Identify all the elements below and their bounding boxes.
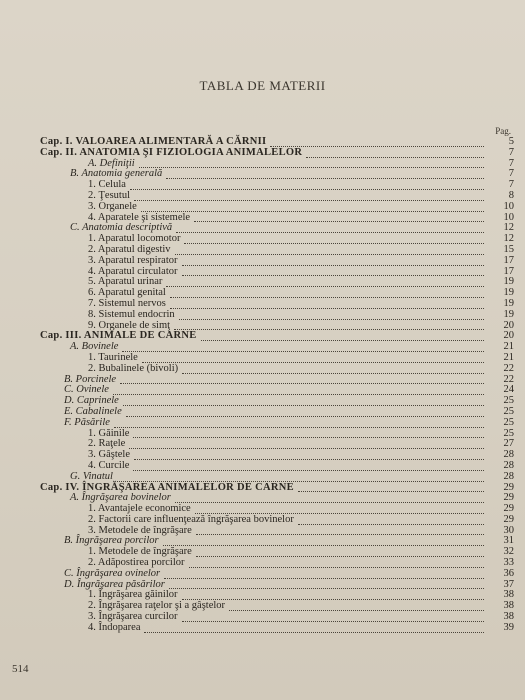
toc-entry-label: 4. Îndoparea [88, 621, 141, 633]
toc-entry-label: C. Anatomia descriptivă [70, 222, 173, 234]
toc-entry-label: 2. Factorii care influenţează îngrăşarea bovinelor [88, 513, 294, 525]
toc-entry-label: 2. Bubalinele (bivoli) [88, 362, 179, 374]
toc-entry-page: 15 [503, 243, 514, 255]
toc-entry-page: 38 [503, 589, 514, 601]
toc-entry-label: D. Caprinele [64, 395, 119, 407]
toc-entry-label: B. Îngrăşarea porcilor [64, 535, 159, 547]
toc-entry-page: 33 [503, 557, 514, 569]
toc-entry-label: C. Ovinele [64, 384, 109, 396]
toc-entry-label: 1. Aparatul locomotor [88, 233, 181, 245]
toc-entry-page: 29 [503, 513, 514, 525]
toc-entry-page: 29 [503, 503, 514, 515]
toc-entry-page: 12 [503, 222, 514, 234]
toc-entry-page: 7 [508, 157, 514, 169]
toc-entry-page: 17 [503, 265, 514, 277]
toc-entry-page: 20 [503, 330, 514, 342]
toc-entry-page: 30 [503, 524, 514, 536]
toc-entry-label: 5. Aparatul urinar [88, 276, 163, 288]
toc-entry-label: 6. Aparatul genital [88, 287, 166, 299]
toc-entry-page: 27 [503, 438, 514, 450]
toc-entry-page: 8 [508, 189, 514, 201]
toc-entry-page: 19 [503, 297, 514, 309]
toc-entry-label: Cap. II. ANATOMIA ŞI FIZIOLOGIA ANIMALELOR [40, 146, 303, 158]
toc-entry-label: 1. Găinile [88, 427, 130, 439]
toc-entry-page: 36 [503, 567, 514, 579]
toc-entry-page: 21 [503, 351, 514, 363]
toc-entry-page: 7 [508, 179, 514, 191]
toc-entry-label: 2. Îngrăşarea raţelor şi a gâştelor [88, 600, 226, 612]
toc-entry-page: 37 [503, 578, 514, 590]
toc-entry-label: D. Îngrăşarea păsărilor [64, 578, 165, 590]
toc-entry-label: B. Anatomia generală [70, 168, 163, 180]
toc-entry-page: 28 [503, 459, 514, 471]
toc-entry-label: 1. Taurinele [88, 351, 138, 363]
toc-entry-page: 22 [503, 373, 514, 385]
toc-entry-page: 12 [503, 233, 514, 245]
toc-entry-label: 3. Gâştele [88, 449, 130, 461]
toc-entry-label: 3. Organele [88, 200, 137, 212]
toc-entry-label: 3. Metodele de îngrăşare [88, 524, 192, 536]
toc-entry-page: 7 [508, 146, 514, 158]
toc-entry-label: 4. Aparatele şi sistemele [88, 211, 191, 223]
toc-entry-label: 2. Aparatul digestiv [88, 243, 171, 255]
toc-entry-label: 4. Aparatul circulator [88, 265, 178, 277]
toc-entry-label: 2. Ţesutul [88, 189, 130, 201]
dot-leader [144, 621, 484, 633]
toc-entry-page: 10 [503, 200, 514, 212]
toc-entry-page: 25 [503, 405, 514, 417]
toc-entry-label: Cap. IV. ÎNGRĂŞAREA ANIMALELOR DE CARNE [40, 481, 294, 493]
page-title: TABLA DE MATERII [199, 78, 326, 93]
toc-entry-page: 5 [508, 136, 514, 147]
toc-entry-page: 38 [503, 611, 514, 623]
toc-entry-page: 29 [503, 481, 514, 493]
toc-entry-page: 32 [503, 546, 514, 558]
toc-entry-page: 20 [503, 319, 514, 331]
toc-entry-label: 9. Organele de simţ [88, 319, 171, 331]
toc-entry-page: 10 [503, 211, 514, 223]
toc-entry-label: A. Bovinele [70, 341, 119, 353]
toc-entry-page: 21 [503, 341, 514, 353]
toc-entry-label: 3. Aparatul respirator [88, 254, 178, 266]
toc-entry-label: 1. Metodele de îngrăşare [88, 546, 192, 558]
toc-entry-page: 24 [503, 384, 514, 396]
toc-entry-label: 3. Îngrăşarea curcilor [88, 611, 178, 623]
toc-entry-label: 8. Sistemul endocrin [88, 308, 175, 320]
toc-entry-label: 4. Curcile [88, 459, 130, 471]
toc-entry-label: Cap. I. VALOAREA ALIMENTARĂ A CĂRNII [40, 136, 267, 147]
toc-entry-page: 25 [503, 395, 514, 407]
toc-entry-page: 7 [508, 168, 514, 180]
toc-entry-page: 19 [503, 308, 514, 320]
toc-entry-label: 1. Îngrăşarea găinilor [88, 589, 178, 601]
page-column-header: Pag. [495, 126, 511, 136]
toc-entry-page: 38 [503, 600, 514, 612]
table-of-contents [40, 137, 514, 634]
toc-entry [40, 623, 514, 634]
toc-entry-label: A. Îngrăşarea bovinelor [70, 492, 171, 504]
toc-entry-page: 28 [503, 449, 514, 461]
toc-entry-label: 2. Adăpostirea porcilor [88, 557, 185, 569]
toc-entry-label: G. Vinatul [70, 470, 113, 482]
toc-entry-label: F. Păsările [64, 416, 110, 428]
toc-entry-label: E. Cabalinele [64, 405, 122, 417]
toc-entry-page: 22 [503, 362, 514, 374]
toc-entry-label: C. Îngrăşarea ovinelor [64, 567, 161, 579]
toc-entry-page: 19 [503, 287, 514, 299]
toc-entry-page: 28 [503, 470, 514, 482]
toc-entry-page: 31 [503, 535, 514, 547]
toc-entry-label: 1. Avantajele economice [88, 503, 191, 515]
toc-entry-page: 19 [503, 276, 514, 288]
toc-entry-page: 25 [503, 416, 514, 428]
toc-entry-page: 29 [503, 492, 514, 504]
toc-entry-label: 7. Sistemul nervos [88, 297, 166, 309]
toc-entry-page: 17 [503, 254, 514, 266]
toc-entry-page: 39 [503, 621, 514, 633]
toc-entry-label: 1. Celula [88, 179, 126, 191]
toc-entry-label: Cap. III. ANIMALE DE CARNE [40, 330, 197, 342]
toc-entry-page: 25 [503, 427, 514, 439]
toc-entry-label: 2. Raţele [88, 438, 126, 450]
toc-entry-label: A. Definiţii [88, 157, 135, 169]
toc-entry-label: B. Porcinele [64, 373, 117, 385]
page-number: 514 [12, 663, 29, 675]
